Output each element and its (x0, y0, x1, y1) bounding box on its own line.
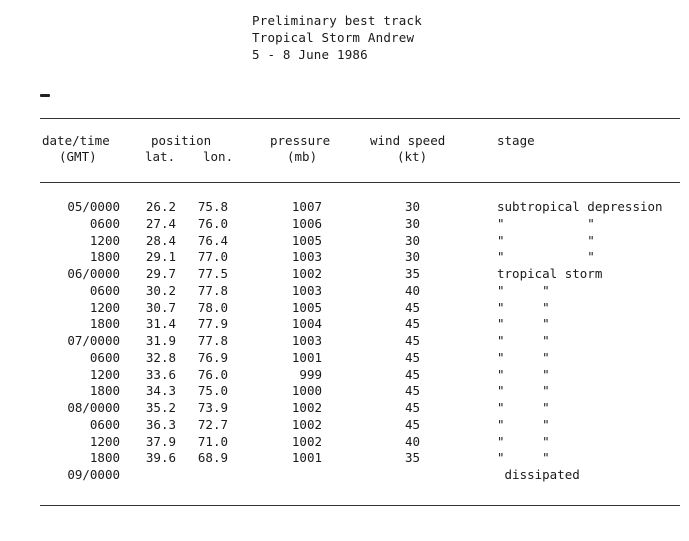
row-longitude: 75.0 (197, 383, 228, 399)
row-datetime: 05/0000 (67, 199, 120, 214)
row-wind-speed: 35 (404, 266, 420, 281)
row-latitude: 28.4 (145, 232, 176, 248)
bottom-rule (40, 505, 680, 506)
row-pressure: 1002 (291, 266, 322, 281)
row-longitude: 72.7 (197, 416, 228, 432)
title-line-3: 5 - 8 June 1986 (252, 47, 368, 62)
row-pressure: 1005 (291, 299, 322, 315)
row-latitude: 31.9 (145, 333, 176, 348)
row-latitude: 33.6 (145, 366, 176, 382)
row-stage: " " (497, 383, 550, 399)
row-wind-speed: 30 (404, 232, 420, 248)
row-pressure: 1004 (291, 316, 322, 332)
header-position: position (151, 133, 212, 148)
row-wind-speed: 40 (404, 433, 420, 449)
row-wind-speed: 45 (404, 349, 420, 365)
row-stage: tropical storm (497, 266, 603, 281)
row-wind-speed: 30 (404, 199, 420, 214)
row-datetime: 06/0000 (67, 266, 120, 281)
row-longitude: 71.0 (197, 433, 228, 449)
header-lat: lat. (145, 149, 176, 164)
row-wind-speed: 45 (404, 299, 420, 315)
row-stage: " " (497, 349, 550, 365)
row-latitude: 26.2 (145, 199, 176, 214)
header-rule (40, 182, 680, 183)
scan-mark (40, 94, 50, 97)
row-longitude: 68.9 (197, 450, 228, 466)
row-stage: " " (497, 333, 550, 348)
row-pressure: 1000 (291, 383, 322, 399)
row-stage: " " (497, 249, 595, 265)
row-latitude: 34.3 (145, 383, 176, 399)
row-wind-speed: 45 (404, 366, 420, 382)
row-latitude: 27.4 (145, 215, 176, 231)
row-wind-speed: 45 (404, 333, 420, 348)
row-longitude: 77.5 (197, 266, 228, 281)
header-stage: stage (497, 133, 535, 148)
document-title (252, 12, 422, 63)
row-pressure: 1003 (291, 282, 322, 298)
row-longitude: 73.9 (197, 400, 228, 415)
row-datetime: 08/0000 (67, 400, 120, 415)
row-datetime: 1800 (89, 450, 120, 466)
row-latitude: 29.7 (145, 266, 176, 281)
row-wind-speed: 45 (404, 383, 420, 399)
row-wind-speed: 45 (404, 400, 420, 415)
row-pressure: 1007 (291, 199, 322, 214)
row-stage: " " (497, 215, 595, 231)
header-datetime: date/time (42, 133, 110, 148)
title-line-2: Tropical Storm Andrew (252, 30, 415, 45)
row-latitude: 35.2 (145, 400, 176, 415)
row-latitude: 37.9 (145, 433, 176, 449)
row-longitude: 77.8 (197, 282, 228, 298)
row-pressure: 1001 (291, 349, 322, 365)
row-stage: dissipated (497, 467, 580, 482)
row-latitude: 29.1 (145, 249, 176, 265)
row-longitude: 77.8 (197, 333, 228, 348)
row-stage: " " (497, 366, 550, 382)
row-pressure: 999 (299, 366, 322, 382)
row-datetime: 0600 (89, 349, 120, 365)
row-datetime: 1200 (89, 433, 120, 449)
row-longitude: 76.4 (197, 232, 228, 248)
row-datetime: 0600 (89, 282, 120, 298)
row-datetime: 1200 (89, 232, 120, 248)
row-latitude: 32.8 (145, 349, 176, 365)
row-longitude: 76.0 (197, 215, 228, 231)
row-longitude: 77.9 (197, 316, 228, 332)
row-latitude: 31.4 (145, 316, 176, 332)
row-datetime: 0600 (89, 416, 120, 432)
row-longitude: 76.9 (197, 349, 228, 365)
row-datetime: 1800 (89, 249, 120, 265)
row-wind-speed: 45 (404, 316, 420, 332)
row-pressure: 1003 (291, 333, 322, 348)
row-latitude: 30.2 (145, 282, 176, 298)
row-stage: " " (497, 416, 550, 432)
header-datetime-unit: (GMT) (59, 149, 97, 164)
top-rule (40, 118, 680, 119)
row-pressure: 1005 (291, 232, 322, 248)
row-wind-speed: 35 (404, 450, 420, 466)
row-pressure: 1002 (291, 433, 322, 449)
row-pressure: 1001 (291, 450, 322, 466)
header-pressure: pressure (270, 133, 331, 148)
row-datetime: 09/0000 (67, 467, 120, 482)
header-wind-unit: (kt) (397, 149, 428, 164)
row-datetime: 1800 (89, 316, 120, 332)
header-pressure-unit: (mb) (287, 149, 318, 164)
row-longitude: 78.0 (197, 299, 228, 315)
row-wind-speed: 30 (404, 215, 420, 231)
row-stage: " " (497, 450, 550, 466)
row-longitude: 76.0 (197, 366, 228, 382)
row-stage: subtropical depression (497, 199, 663, 214)
row-pressure: 1002 (291, 416, 322, 432)
header-lon: lon. (203, 149, 234, 164)
row-datetime: 0600 (89, 215, 120, 231)
row-stage: " " (497, 316, 550, 332)
row-datetime: 07/0000 (67, 333, 120, 348)
row-datetime: 1200 (89, 366, 120, 382)
row-pressure: 1006 (291, 215, 322, 231)
row-latitude: 30.7 (145, 299, 176, 315)
row-datetime: 1200 (89, 299, 120, 315)
row-stage: " " (497, 299, 550, 315)
row-stage: " " (497, 400, 550, 415)
title-line-1: Preliminary best track (252, 13, 422, 28)
header-wind-speed: wind speed (370, 133, 446, 148)
row-latitude: 39.6 (145, 450, 176, 466)
row-stage: " " (497, 232, 595, 248)
row-latitude: 36.3 (145, 416, 176, 432)
row-stage: " " (497, 433, 550, 449)
row-datetime: 1800 (89, 383, 120, 399)
row-longitude: 77.0 (197, 249, 228, 265)
row-stage: " " (497, 282, 550, 298)
row-wind-speed: 45 (404, 416, 420, 432)
row-wind-speed: 30 (404, 249, 420, 265)
row-pressure: 1003 (291, 249, 322, 265)
row-longitude: 75.8 (197, 199, 228, 214)
row-wind-speed: 40 (404, 282, 420, 298)
row-pressure: 1002 (291, 400, 322, 415)
